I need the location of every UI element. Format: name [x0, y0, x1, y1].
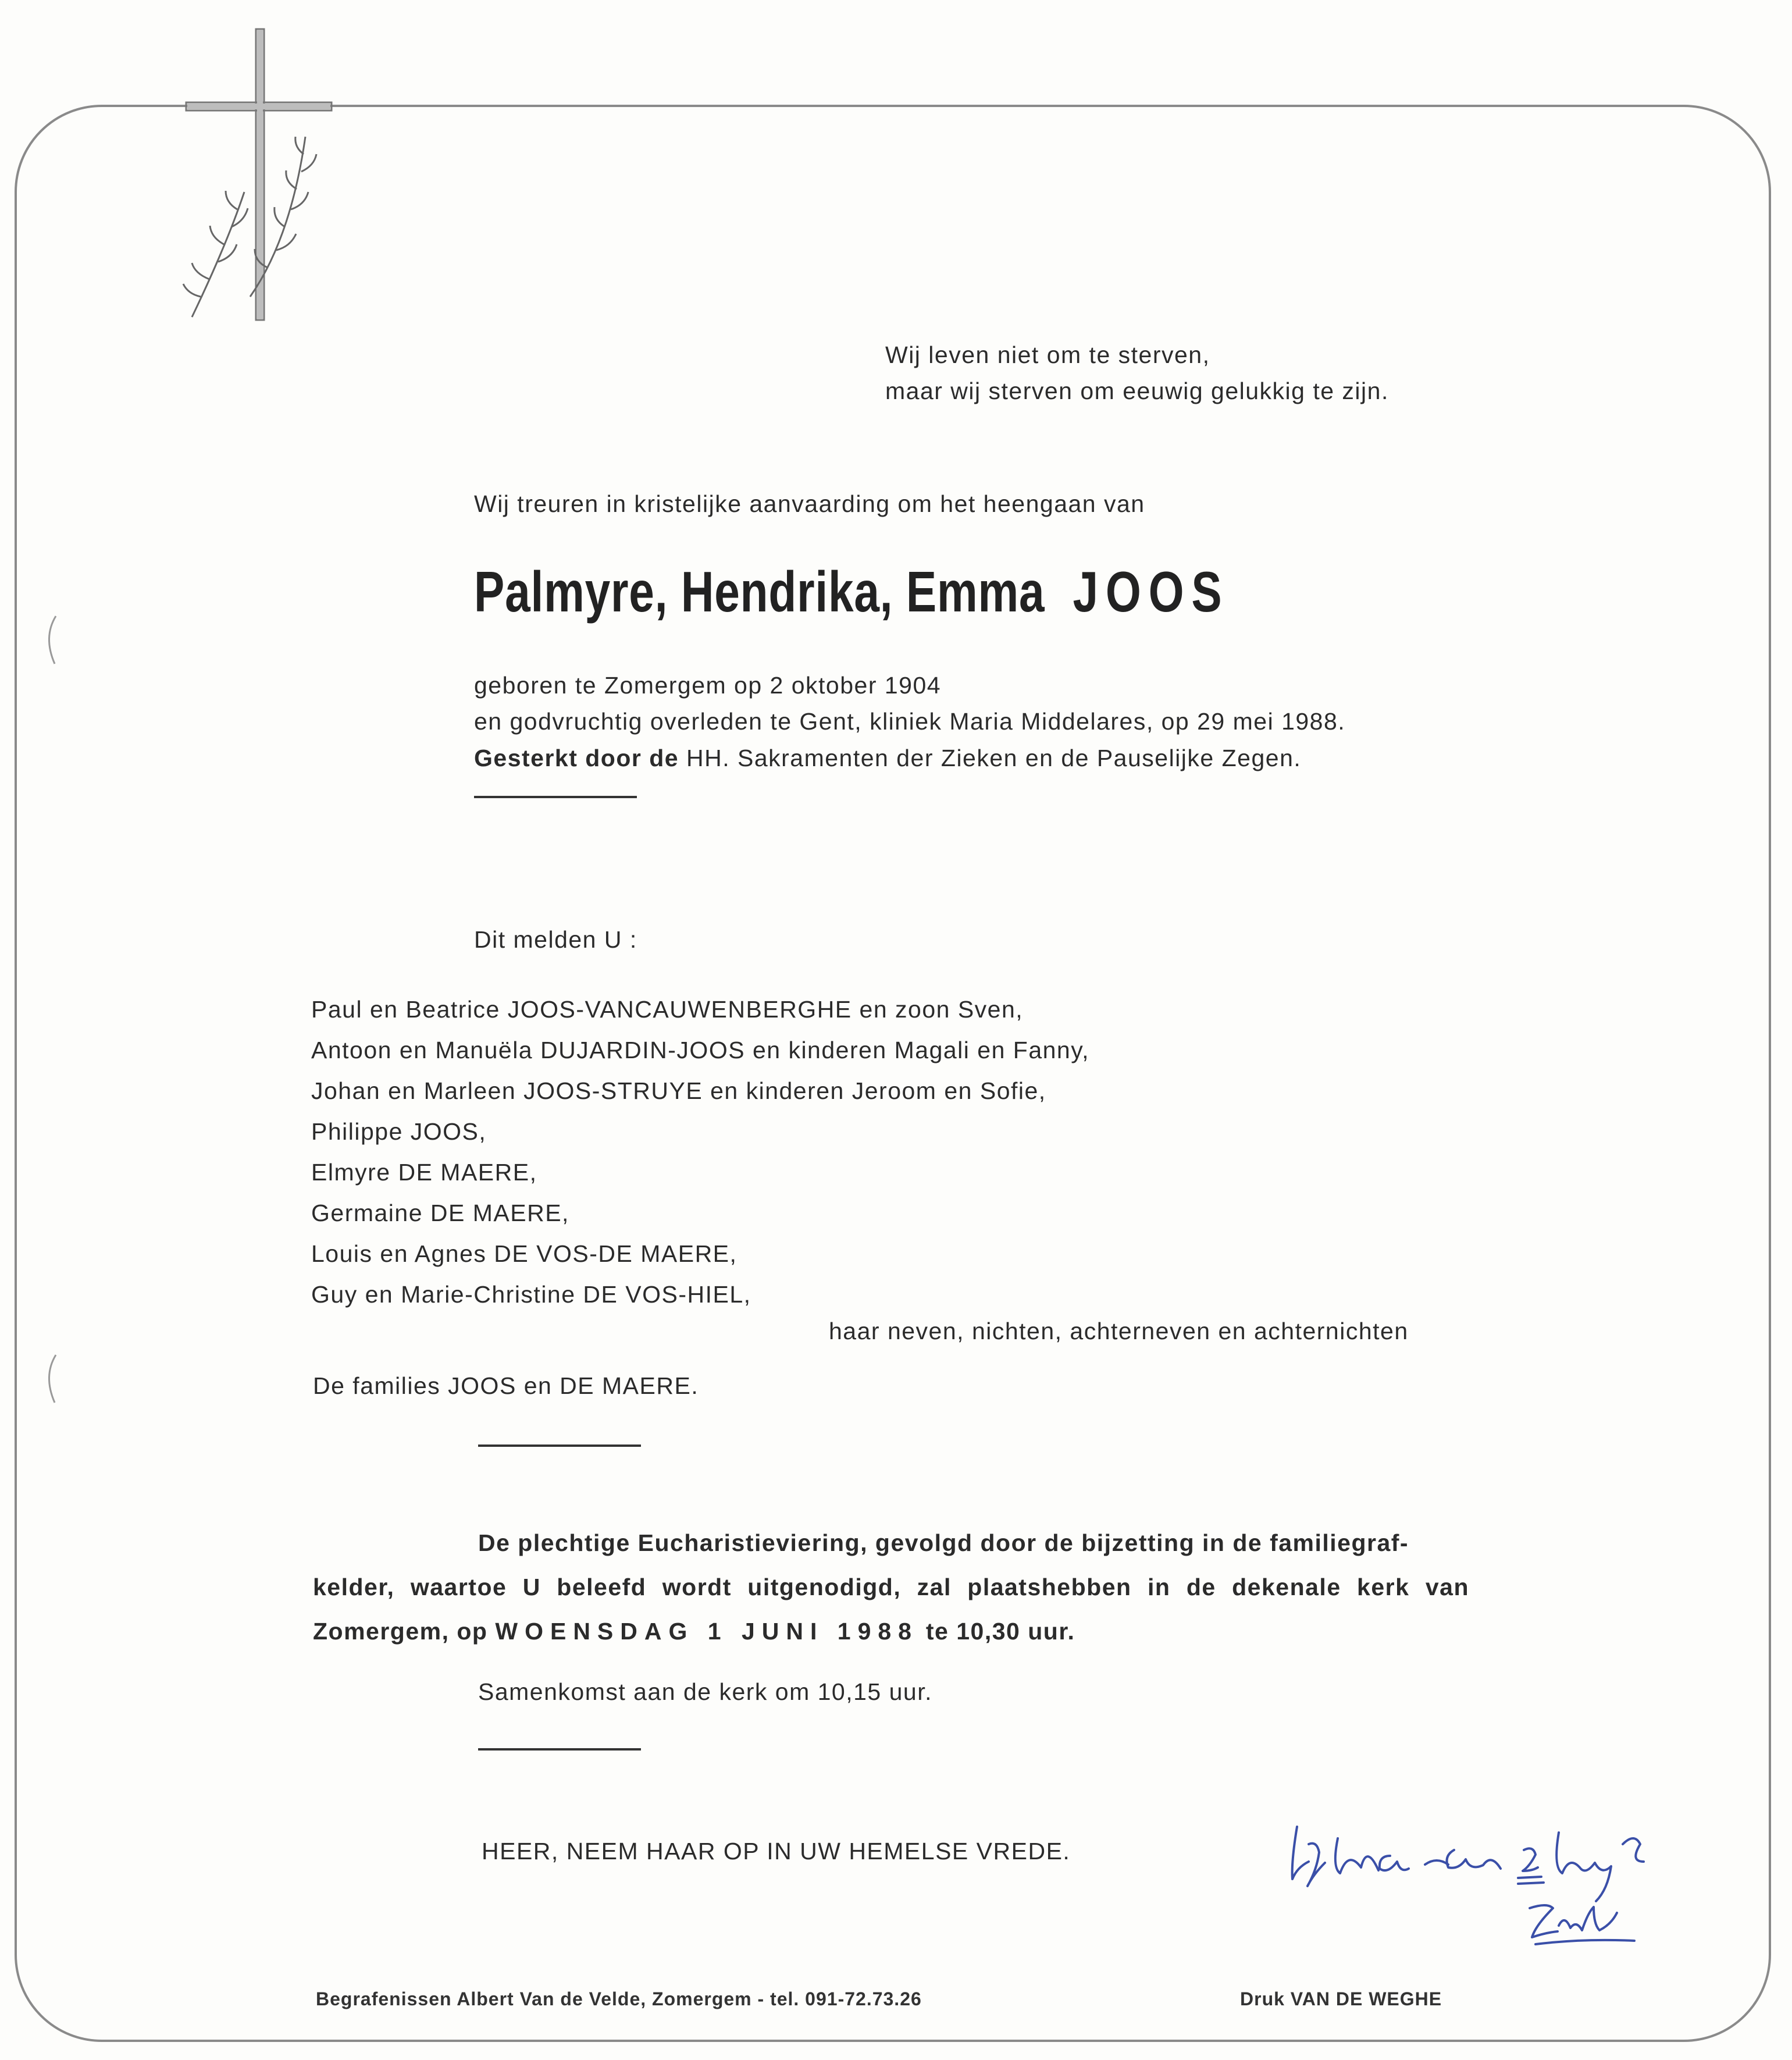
sacraments-lead: Gesterkt door de	[474, 745, 679, 771]
ceremony-line-1: De plechtige Eucharistieviering, gevolgd door de bijzetting in de familiegraf-	[478, 1529, 1409, 1556]
family-line: Antoon en Manuëla DUJARDIN-JOOS en kinderen Magali en Fanny,	[311, 1037, 1090, 1063]
gathering-line: Samenkomst aan de kerk om 10,15 uur.	[478, 1678, 933, 1705]
ceremony-line-2: kelder, waartoe U beleefd wordt uitgenodigd, zal plaatshebben in de dekenale kerk van	[313, 1574, 1469, 1600]
motto-line-2: maar wij sterven om eeuwig gelukkig te zijn.	[885, 378, 1389, 404]
families-line: De families JOOS en DE MAERE.	[313, 1372, 699, 1399]
motto-line-1: Wij leven niet om te sterven,	[885, 341, 1210, 368]
cross-with-branches-icon	[174, 23, 337, 326]
family-line: Guy en Marie-Christine DE VOS-HIEL,	[311, 1281, 751, 1308]
relatives-line: haar neven, nichten, achterneven en achternichten	[829, 1318, 1409, 1344]
handwritten-note-signature	[1280, 1809, 1663, 1961]
deceased-name	[474, 560, 1230, 624]
sacraments-rest: HH. Sakramenten der Zieken en de Pauselijke Zegen.	[686, 745, 1302, 771]
family-line: Philippe JOOS,	[311, 1118, 487, 1145]
undertaker-line: Begrafenissen Albert Van de Velde, Zomergem - tel. 091-72.73.26	[316, 1988, 922, 2009]
family-line: Paul en Beatrice JOOS-VANCAUWENBERGHE en zoon Sven,	[311, 996, 1024, 1023]
deceased-given-names: Palmyre, Hendrika, Emma	[474, 560, 1045, 624]
birth-line: geboren te Zomergem op 2 oktober 1904	[474, 672, 942, 699]
ceremony-time: te 10,30 uur.	[925, 1618, 1075, 1645]
deceased-surname: JOOS	[1073, 560, 1230, 624]
family-line: Johan en Marleen JOOS-STRUYE en kinderen Jeroom en Sofie,	[311, 1077, 1046, 1104]
divider-rule	[478, 1445, 641, 1447]
bracket-mark-icon	[41, 1353, 58, 1405]
divider-rule	[478, 1748, 641, 1751]
bracket-mark-icon	[41, 614, 58, 666]
death-line: en godvruchtig overleden te Gent, kliniek Maria Middelares, op 29 mei 1988.	[474, 708, 1346, 735]
ceremony-date: WOENSDAG 1 JUNI 1988	[495, 1618, 918, 1645]
family-line: Louis en Agnes DE VOS-DE MAERE,	[311, 1240, 738, 1267]
ceremony-place: Zomergem, op	[313, 1618, 488, 1645]
family-line: Germaine DE MAERE,	[311, 1200, 569, 1226]
sacraments-line	[474, 746, 1301, 770]
announcers-heading: Dit melden U :	[474, 926, 637, 953]
intro-text: Wij treuren in kristelijke aanvaarding om het heengaan van	[474, 490, 1145, 517]
ceremony-line-3	[313, 1620, 1075, 1643]
prayer-line: HEER, NEEM HAAR OP IN UW HEMELSE VREDE.	[482, 1838, 1071, 1865]
family-line: Elmyre DE MAERE,	[311, 1159, 537, 1186]
divider-rule	[474, 796, 637, 798]
printer-line: Druk VAN DE WEGHE	[1240, 1988, 1442, 2009]
